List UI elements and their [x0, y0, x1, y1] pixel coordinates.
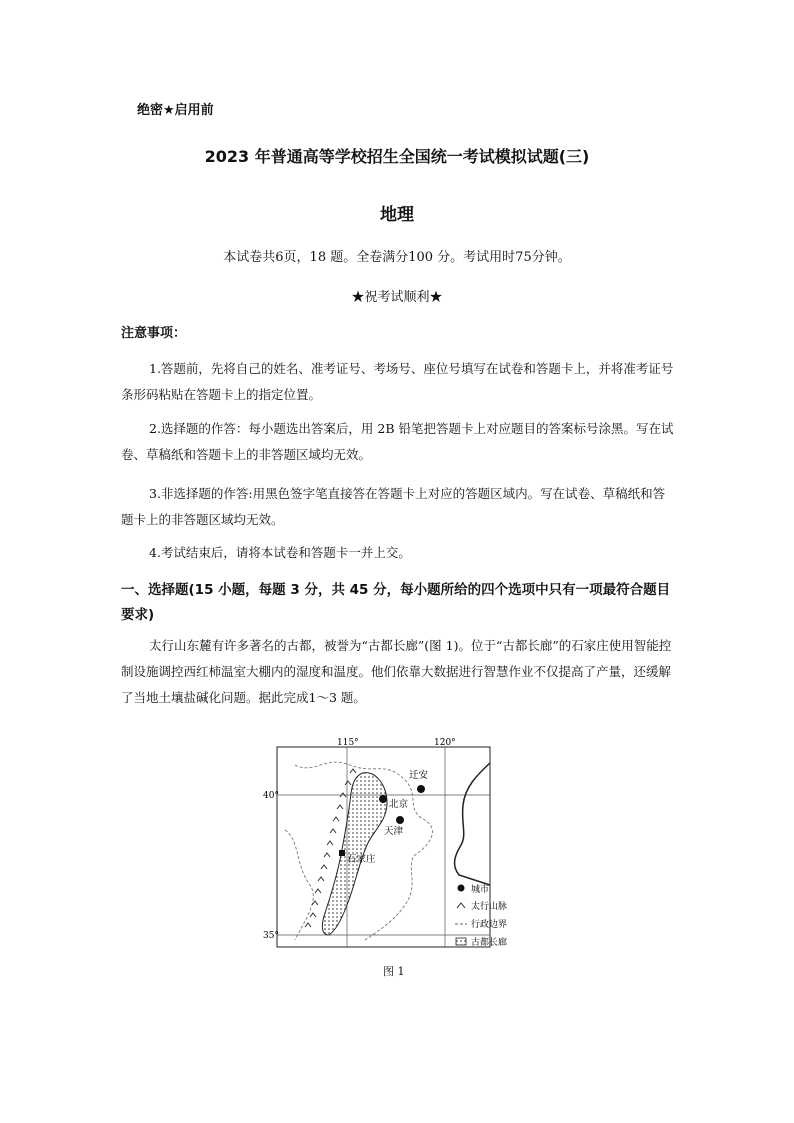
- legend-label: 古都长廊: [471, 938, 508, 948]
- coastline: [455, 763, 490, 885]
- figure-1-map: [255, 735, 540, 955]
- city-beijing: [379, 795, 387, 803]
- legend-label: 城市: [471, 885, 490, 895]
- legend-corridor-symbol: [456, 938, 466, 945]
- subject-title: 地理: [380, 205, 414, 225]
- city-label: 北京: [389, 799, 409, 810]
- note-item: 3.非选择题的作答:用黑色签字笔直接答在答题卡上对应的答题区域内。写在试卷、草稿纸和答题卡上的非答题区域均无效。: [121, 486, 666, 527]
- confidential-label: 绝密★启用前: [137, 103, 214, 118]
- lon-label: 120°: [434, 738, 456, 748]
- legend-label: 太行山脉: [471, 902, 508, 912]
- notes-heading: 注意事项：: [121, 326, 187, 341]
- city-qianan: [417, 785, 425, 793]
- legend-city-symbol: [458, 885, 465, 892]
- note-item: 1.答题前，先将自己的姓名、准考证号、考场号、座位号填写在试卷和答题卡上，并将准考证号条形码粘贴在答题卡上的指定位置。: [121, 361, 674, 402]
- legend-label: 行政边界: [471, 920, 508, 930]
- question-intro: 太行山东麓有许多著名的古都，被誉为“古都长廊”(图 1)。位于“古都长廊”的石家庄使用智能控制设施调控西红柿温室大棚内的湿度和温度。他们依靠大数据进行智慧作业不仅提高了产量，还缓解了当地土壤盐碱化问题。据此完成1～3 题。: [121, 638, 672, 705]
- exam-info: 本试卷共6页，18 题。全卷满分100 分。考试用时75分钟。: [223, 250, 571, 265]
- admin-boundary: [285, 830, 313, 940]
- lat-label: 40°: [263, 791, 279, 801]
- legend-mountain-symbol: [457, 903, 465, 908]
- map-frame: [277, 747, 490, 947]
- exam-title: 2023 年普通高等学校招生全国统一考试模拟试题(三): [204, 147, 590, 166]
- city-label: 迁安: [409, 770, 429, 781]
- city-label: 天津: [384, 826, 404, 837]
- city-shijiazhuang: [339, 850, 345, 856]
- lat-label: 35°: [263, 931, 279, 941]
- section-heading: 一、选择题(15 小题，每题 3 分，共 45 分，每小题所给的四个选项中只有一项最符合题目要求): [121, 582, 671, 623]
- city-label: 石家庄: [347, 854, 376, 865]
- note-item: 2.选择题的作答：每小题选出答案后，用 2B 铅笔把答题卡上对应题目的答案标号涂黑。写在试卷、草稿纸和答题卡上的非答题区域均无效。: [121, 421, 674, 462]
- city-tianjin: [396, 816, 404, 824]
- good-luck-line: ★祝考试顺利★: [351, 290, 443, 305]
- note-item: 4.考试结束后，请将本试卷和答题卡一并上交。: [149, 545, 411, 560]
- lon-label: 115°: [337, 738, 359, 748]
- figure-caption: 图 1: [383, 965, 405, 978]
